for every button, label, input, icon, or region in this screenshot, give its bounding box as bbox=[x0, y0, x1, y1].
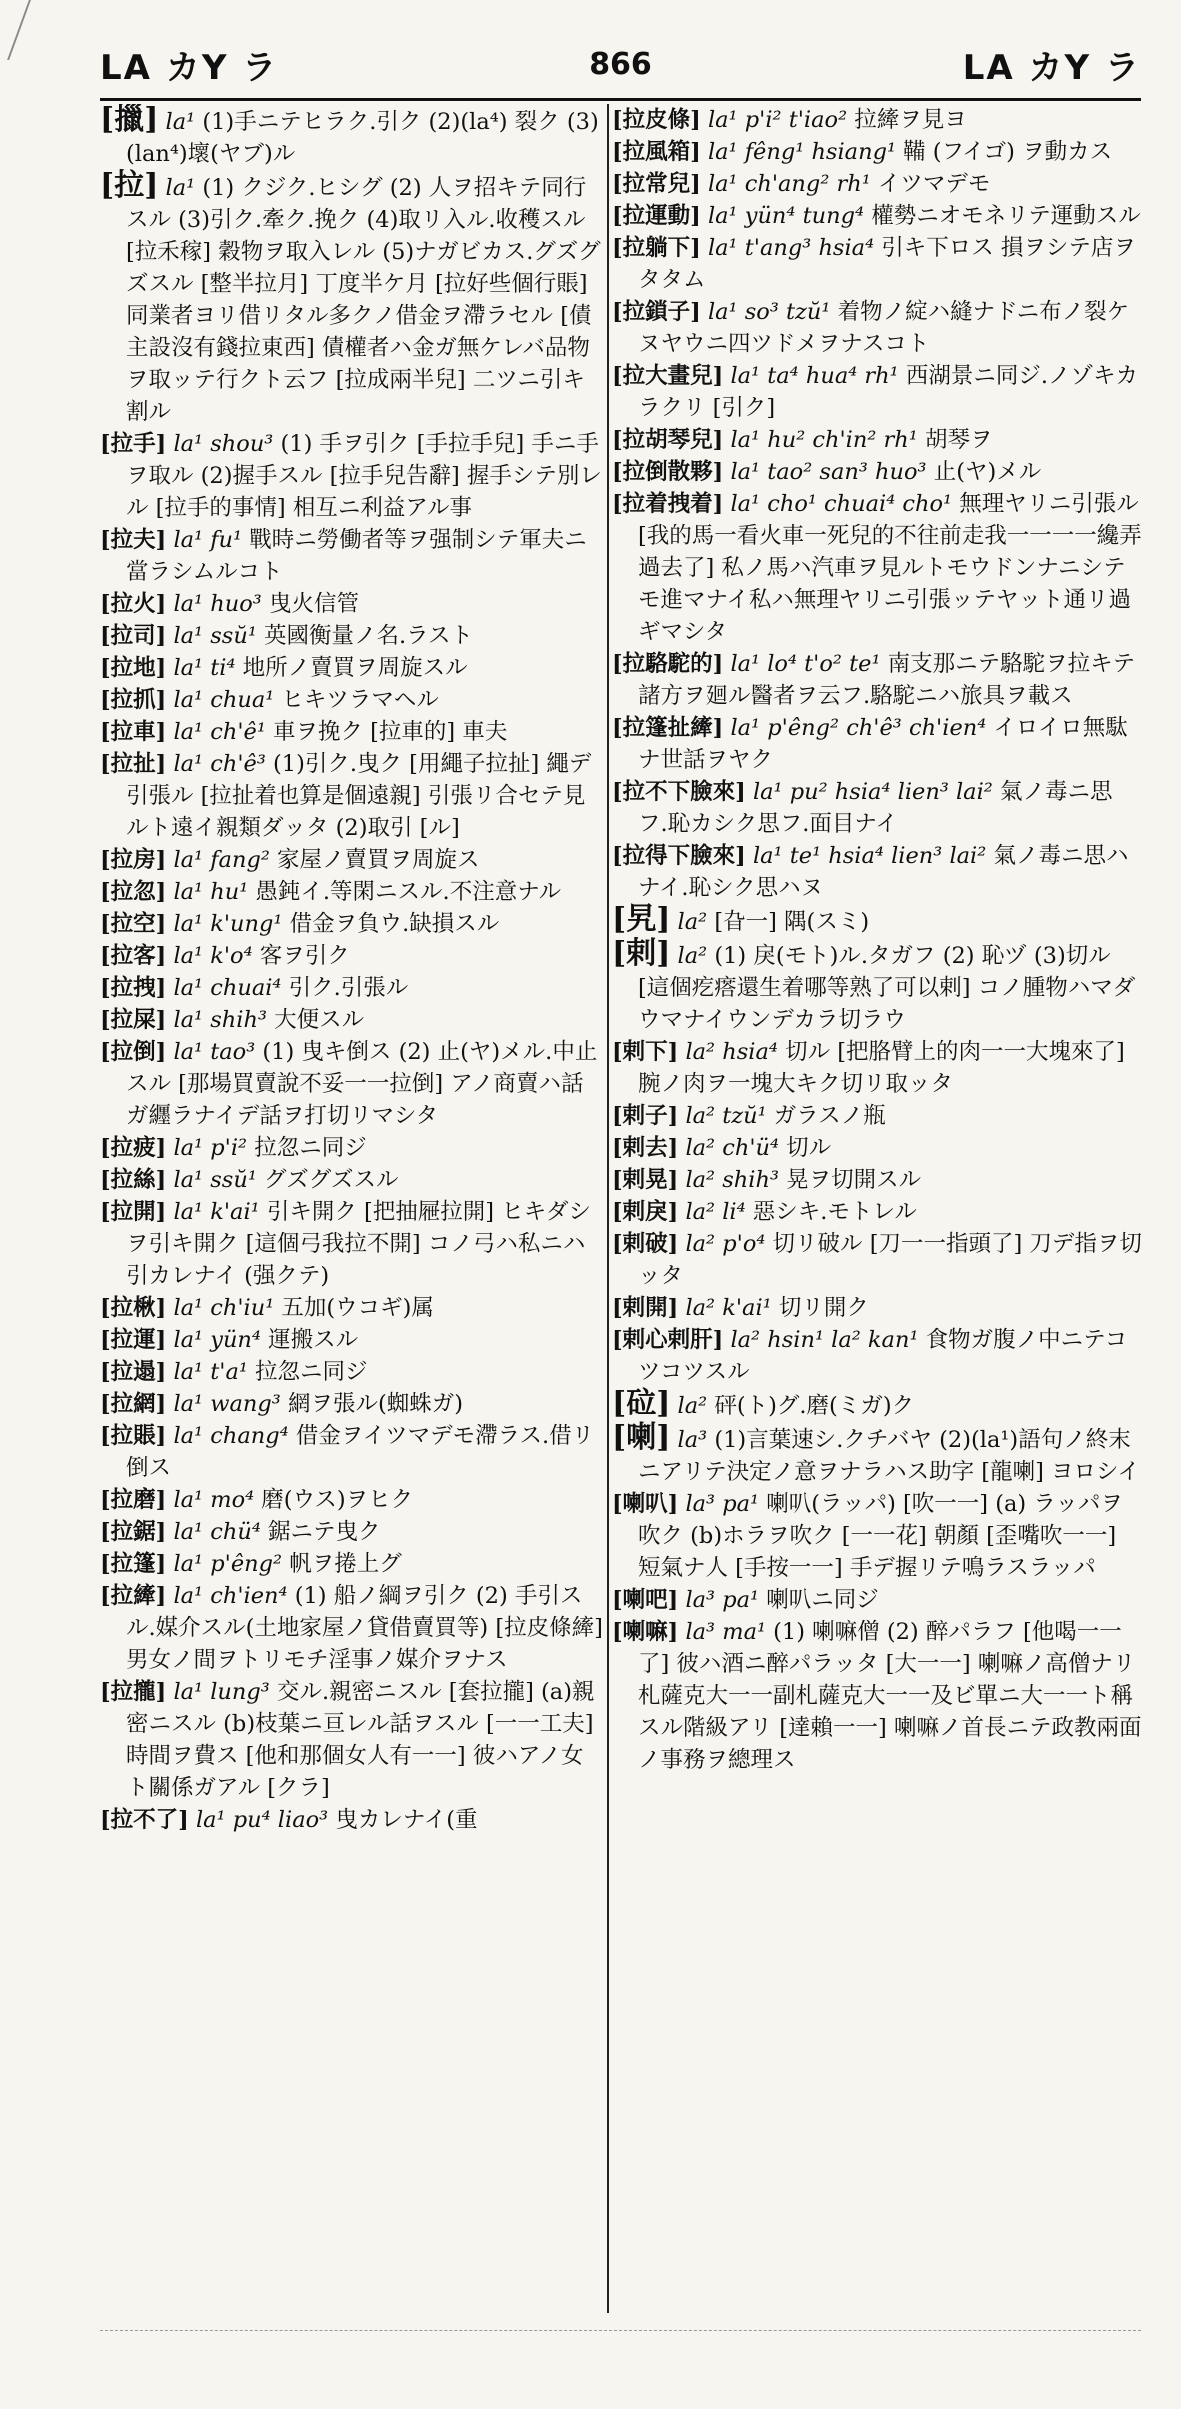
entry-definition: (1) 手ヲ引ク [手拉手兒] 手ニ手ヲ取ル (2)握手スル [拉手兒告辭] 握手シテ別レル [拉手的事情] 相互ニ利益アル事 bbox=[126, 431, 602, 521]
dictionary-entry bbox=[100, 1420, 605, 1484]
entry-headword: [拉開] bbox=[100, 1199, 167, 1225]
entry-headword: [拉倒] bbox=[100, 1039, 167, 1065]
entry-romanization: la³ pa¹ bbox=[678, 1491, 767, 1517]
dictionary-entry bbox=[100, 1356, 605, 1388]
entry-definition: 磨(ウス)ヲヒク bbox=[261, 1487, 414, 1513]
entry-definition: 鞴 (フイゴ) ヲ動カス bbox=[903, 139, 1113, 165]
dictionary-entry bbox=[612, 1132, 1142, 1164]
dictionary-entry bbox=[612, 1584, 1142, 1616]
entry-romanization: la¹ shih³ bbox=[166, 1007, 275, 1033]
entry-headword: [喇吧] bbox=[612, 1587, 679, 1613]
entry-headword: [拉忽] bbox=[100, 879, 167, 905]
entry-headword: [拉不了] bbox=[100, 1807, 189, 1833]
dictionary-entry bbox=[612, 1228, 1142, 1292]
dictionary-entry bbox=[100, 1132, 605, 1164]
entry-headword: [拉車] bbox=[100, 719, 167, 745]
entry-romanization: la² k'ai¹ bbox=[678, 1295, 779, 1321]
entry-romanization: la¹ so³ tzŭ¹ bbox=[700, 299, 838, 325]
entry-headword: [拉夫] bbox=[100, 527, 167, 553]
entry-definition: 曳火信管 bbox=[268, 591, 359, 617]
entry-romanization: la¹ p'êng² ch'ê³ ch'ien⁴ bbox=[723, 715, 994, 741]
header-right-index: LA カY ラ bbox=[962, 47, 1141, 88]
dictionary-entry bbox=[100, 876, 605, 908]
dictionary-entry bbox=[612, 648, 1142, 712]
entry-definition: (1) 船ノ綱ヲ引ク (2) 手引スル.媒介スル(土地家屋ノ貸借賣買等) [拉皮條縴] 男女ノ間ヲトリモチ淫事ノ媒介ヲナス bbox=[126, 1583, 603, 1673]
entry-romanization: la¹ ch'ang² rh¹ bbox=[700, 171, 878, 197]
dictionary-entry bbox=[100, 104, 605, 170]
entry-definition: 愚鈍イ.等閑ニスル.不注意ナル bbox=[255, 879, 562, 905]
entry-headword: [剌開] bbox=[612, 1295, 679, 1321]
entry-romanization: la¹ ch'ê¹ bbox=[166, 719, 273, 745]
entry-romanization: la² shih³ bbox=[678, 1167, 787, 1193]
page-corner-fold bbox=[0, 0, 31, 60]
dictionary-entry bbox=[100, 1196, 605, 1292]
dictionary-entry bbox=[100, 1676, 605, 1804]
entry-definition: (1)手ニテヒラク.引ク (2)(la⁴) 裂ク (3)(lan⁴)壞(ヤブ)ル bbox=[126, 109, 599, 167]
dictionary-entry bbox=[100, 1516, 605, 1548]
entry-romanization: la¹ pu² hsia⁴ lien³ lai² bbox=[745, 779, 1000, 805]
entry-definition: 氣ノ毒ニ思フ.恥カシク思フ.面目ナイ bbox=[638, 779, 1113, 837]
entry-definition: 拉忽ニ同ジ bbox=[255, 1359, 368, 1385]
dictionary-entry bbox=[612, 1324, 1142, 1388]
entry-definition: (1)言葉速シ.クチバヤ (2)(la¹)語句ノ終末ニアリテ決定ノ意ヲナラハス助字 [龍喇] ヨロシイ bbox=[638, 1427, 1140, 1485]
entry-definition: ガラスノ瓶 bbox=[773, 1103, 886, 1129]
entry-definition: 止(ヤ)メル bbox=[933, 459, 1042, 485]
entry-headword: [拉磨] bbox=[100, 1487, 167, 1513]
dictionary-entry bbox=[100, 972, 605, 1004]
entry-romanization: la¹ pu⁴ liao³ bbox=[188, 1807, 336, 1833]
entry-headword: [拉胡琴兒] bbox=[612, 427, 724, 453]
dictionary-entry bbox=[612, 296, 1142, 360]
dictionary-entry bbox=[612, 424, 1142, 456]
entry-definition: 曳カレナイ(重 bbox=[335, 1807, 478, 1833]
entry-romanization: la¹ fêng¹ hsiang¹ bbox=[700, 139, 904, 165]
entry-headword: [拉得下臉來] bbox=[612, 843, 746, 869]
header-rule bbox=[100, 98, 1141, 101]
dictionary-entry bbox=[100, 620, 605, 652]
entry-headword: [拉拽] bbox=[100, 975, 167, 1001]
entry-headword: [拉楸] bbox=[100, 1295, 167, 1321]
entry-headword: [拉運動] bbox=[612, 203, 701, 229]
entry-romanization: la³ pa¹ bbox=[678, 1587, 767, 1613]
entry-headword: [拉倒散夥] bbox=[612, 459, 724, 485]
entry-romanization: la¹ p'i² bbox=[166, 1135, 255, 1161]
entry-headword: [拉遢] bbox=[100, 1359, 167, 1385]
entry-definition: 砰(ト)グ.磨(ミガ)ク bbox=[714, 1393, 915, 1419]
entry-headword: [拉大畫兒] bbox=[612, 363, 724, 389]
entry-definition: 借金ヲイツマデモ滯ラス.借リ倒ス bbox=[126, 1423, 595, 1481]
dictionary-entry bbox=[612, 168, 1142, 200]
dictionary-entry bbox=[612, 1292, 1142, 1324]
entry-definition: (1) 戾(モト)ル.タガフ (2) 恥ヅ (3)切ル [這個疙瘩還生着哪等熟了可以剌] コノ腫物ハマダウマナイウンデカラ切ラウ bbox=[638, 943, 1136, 1033]
dictionary-entry bbox=[100, 684, 605, 716]
entry-definition: 胡琴ヲ bbox=[924, 427, 993, 453]
entry-headword: [砬] bbox=[612, 1386, 671, 1421]
dictionary-entry bbox=[100, 170, 605, 428]
entry-definition: [旮一] 隅(スミ) bbox=[714, 909, 870, 935]
entry-definition: 切リ破ル [刀一一指頭了] 刀デ指ヲ切ッタ bbox=[638, 1231, 1142, 1289]
entry-definition: 地所ノ賣買ヲ周旋スル bbox=[242, 655, 468, 681]
entry-headword: [旯] bbox=[612, 902, 671, 937]
entry-romanization: la¹ ssŭ¹ bbox=[166, 1167, 264, 1193]
entry-definition: 喇叭(ラッパ) [吹一一] (a) ラッパヲ吹ク (b)ホラヲ吹ク [一一花] 朝顏 [歪嘴吹一一] 短氣ナ人 [手按一一] 手デ握リテ鳴ラスラッパ bbox=[638, 1491, 1123, 1581]
entry-definition: (1) クジク.ヒシグ (2) 人ヲ招キテ同行スル (3)引ク.牽ク.挽ク (4)取リ入ル.收穫スル [拉禾稼] 穀物ヲ取入レル (5)ナガビカス.グズグズスル [整半拉月] 丁度半ケ月 [拉好些個行賬] 同業者ヨリ借リタル多クノ借金ヲ滯ラセル [債主設沒有錢拉東西] 債權者ハ金ガ無ケレバ品物ヲ取ッテ行クト云フ [拉成兩半兒] 二ツニ引キ割ル bbox=[126, 175, 601, 425]
dictionary-entry bbox=[100, 1580, 605, 1676]
entry-headword: [拉司] bbox=[100, 623, 167, 649]
entry-romanization: la¹ ch'ien⁴ bbox=[166, 1583, 295, 1609]
entry-romanization: la² li⁴ bbox=[678, 1199, 753, 1225]
entry-headword: [拉房] bbox=[100, 847, 167, 873]
entry-headword: [剌子] bbox=[612, 1103, 679, 1129]
dictionary-entry bbox=[612, 712, 1142, 776]
entry-headword: [拉篷扯縴] bbox=[612, 715, 724, 741]
dictionary-entry bbox=[612, 104, 1142, 136]
dictionary-entry bbox=[100, 1324, 605, 1356]
entry-headword: [剌戾] bbox=[612, 1199, 679, 1225]
dictionary-entry bbox=[100, 1164, 605, 1196]
entry-headword: [拉躺下] bbox=[612, 235, 701, 261]
entry-headword: [拉風箱] bbox=[612, 139, 701, 165]
entry-romanization: la¹ cho¹ chuai⁴ cho¹ bbox=[723, 491, 960, 517]
entry-headword: [拉] bbox=[100, 168, 159, 203]
header-left-index: LA カY ラ bbox=[100, 47, 279, 88]
entry-romanization: la¹ bbox=[158, 109, 203, 135]
dictionary-entry bbox=[100, 1004, 605, 1036]
entry-romanization: la² hsin¹ la² kan¹ bbox=[723, 1327, 926, 1353]
dictionary-entry bbox=[612, 488, 1142, 648]
dictionary-entry bbox=[612, 1100, 1142, 1132]
entry-headword: [拉運] bbox=[100, 1327, 167, 1353]
entry-headword: [拉駱駝的] bbox=[612, 651, 724, 677]
entry-romanization: la¹ lung³ bbox=[166, 1679, 277, 1705]
page-number: 866 bbox=[589, 46, 652, 82]
entry-definition: 喇叭ニ同ジ bbox=[766, 1587, 879, 1613]
entry-romanization: la¹ fu¹ bbox=[166, 527, 250, 553]
entry-romanization: la¹ chü⁴ bbox=[166, 1519, 268, 1545]
dictionary-entry bbox=[100, 716, 605, 748]
entry-definition: 切リ開ク bbox=[778, 1295, 869, 1321]
entry-romanization: la¹ huo³ bbox=[166, 591, 269, 617]
entry-headword: [拉客] bbox=[100, 943, 167, 969]
entry-romanization: la¹ ti⁴ bbox=[166, 655, 243, 681]
dictionary-entry bbox=[612, 1388, 1142, 1422]
entry-romanization: la¹ k'o⁴ bbox=[166, 943, 260, 969]
dictionary-entry bbox=[100, 1292, 605, 1324]
entry-headword: [拉地] bbox=[100, 655, 167, 681]
dictionary-entry bbox=[612, 1422, 1142, 1488]
column-divider bbox=[607, 104, 609, 2313]
entry-headword: [拉火] bbox=[100, 591, 167, 617]
entry-definition: 借金ヲ負ウ.缺損スル bbox=[289, 911, 500, 937]
entry-headword: [拉扯] bbox=[100, 751, 167, 777]
entry-romanization: la¹ wang³ bbox=[166, 1391, 288, 1417]
entry-definition: 惡シキ.モトレル bbox=[752, 1199, 917, 1225]
dictionary-entry bbox=[612, 1488, 1142, 1584]
dictionary-entry bbox=[100, 1548, 605, 1580]
entry-romanization: la² ch'ü⁴ bbox=[678, 1135, 787, 1161]
entry-headword: [拉常兒] bbox=[612, 171, 701, 197]
entry-romanization: la¹ yün⁴ bbox=[166, 1327, 269, 1353]
entry-definition: 切ル bbox=[786, 1135, 832, 1161]
entry-definition: 引ク.引張ル bbox=[288, 975, 409, 1001]
right-column bbox=[612, 104, 1142, 2313]
entry-definition: 車ヲ挽ク [拉車的] 車夫 bbox=[273, 719, 508, 745]
entry-romanization: la² hsia⁴ bbox=[678, 1039, 786, 1065]
entry-definition: ヒキツラマヘル bbox=[281, 687, 439, 713]
entry-romanization: la¹ hu² ch'in² rh¹ bbox=[723, 427, 925, 453]
entry-definition: 英國衡量ノ名.ラスト bbox=[264, 623, 473, 649]
entry-romanization: la² tzŭ¹ bbox=[678, 1103, 774, 1129]
entry-definition: 氣ノ毒ニ思ハナイ.恥シク思ハヌ bbox=[638, 843, 1129, 901]
dictionary-entry bbox=[612, 1616, 1142, 1776]
dictionary-entry bbox=[612, 1164, 1142, 1196]
entry-definition: 切ル [把胳臂上的肉一一大塊來了] 腕ノ肉ヲ一塊大キク切リ取ッタ bbox=[638, 1039, 1125, 1097]
entry-definition: 着物ノ綻ハ縫ナドニ布ノ裂ケヌヤウニ四ツドメヲナスコト bbox=[638, 299, 1130, 357]
entry-definition: 西湖景ニ同ジ.ノゾキカラクリ [引ク] bbox=[638, 363, 1139, 421]
entry-headword: [拉網] bbox=[100, 1391, 167, 1417]
entry-headword: [拉攏] bbox=[100, 1679, 167, 1705]
entry-definition: (1) 喇嘛僧 (2) 醉パラフ [他喝一一了] 彼ハ酒ニ醉パラッタ [大一一] 喇嘛ノ高僧ナリ札薩克大一一副札薩克大一一及ビ單ニ大一一ト稱スル階級アリ [達賴一一] 喇嘛ノ首長ニテ政教兩面ノ事務ヲ總理ス bbox=[638, 1619, 1142, 1773]
dictionary-entry bbox=[612, 200, 1142, 232]
dictionary-entry bbox=[612, 136, 1142, 168]
entry-definition: 交ル.親密ニスル [套拉攏] (a)親密ニスル (b)枝葉ニ亘レル話ヲスル [一一工夫] 時間ヲ費ス [他和那個女人有一一] 彼ハアノ女ト關係ガアル [クラ] bbox=[126, 1679, 595, 1801]
entry-definition: 客ヲ引ク bbox=[259, 943, 350, 969]
entry-romanization: la¹ chuai⁴ bbox=[166, 975, 289, 1001]
entry-definition: イツマデモ bbox=[877, 171, 991, 197]
entry-headword: [拉着拽着] bbox=[612, 491, 724, 517]
entry-romanization: la¹ ssŭ¹ bbox=[166, 623, 264, 649]
entry-definition: 無理ヤリニ引張ル [我的馬一看火車一死兒的不往前走我一一一一纔弄過去了] 私ノ馬ハ汽車ヲ見ルトモウドンナニシテモ進マナイ私ハ無理ヤリニ引張ッテヤット通リ過ギマシタ bbox=[638, 491, 1142, 645]
dictionary-entry bbox=[612, 1196, 1142, 1228]
entry-headword: [剌] bbox=[612, 936, 671, 971]
entry-headword: [剌晃] bbox=[612, 1167, 679, 1193]
dictionary-entry bbox=[100, 428, 605, 524]
entry-romanization: la¹ hu¹ bbox=[166, 879, 256, 905]
entry-definition: 拉忽ニ同ジ bbox=[254, 1135, 367, 1161]
entry-definition: グズグズスル bbox=[264, 1167, 399, 1193]
entry-definition: 拉縴ヲ見ヨ bbox=[854, 107, 967, 133]
entry-headword: [拉屎] bbox=[100, 1007, 167, 1033]
entry-definition: 南支那ニテ駱駝ヲ拉キテ諸方ヲ廻ル醫者ヲ云フ.駱駝ニハ旅具ヲ載ス bbox=[638, 651, 1136, 709]
entry-headword: [拉疲] bbox=[100, 1135, 167, 1161]
dictionary-entry bbox=[100, 1388, 605, 1420]
entry-romanization: la² bbox=[670, 943, 715, 969]
entry-romanization: la¹ yün⁴ tung⁴ bbox=[700, 203, 872, 229]
entry-headword: [喇嘛] bbox=[612, 1619, 679, 1645]
dictionary-entry bbox=[100, 748, 605, 844]
dictionary-entry bbox=[100, 844, 605, 876]
dictionary-entry bbox=[100, 908, 605, 940]
entry-romanization: la¹ chang⁴ bbox=[166, 1423, 296, 1449]
entry-headword: [拉縴] bbox=[100, 1583, 167, 1609]
entry-romanization: la¹ ta⁴ hua⁴ rh¹ bbox=[723, 363, 906, 389]
entry-headword: [拉不下臉來] bbox=[612, 779, 746, 805]
dictionary-entry bbox=[612, 776, 1142, 840]
entry-romanization: la² bbox=[670, 909, 715, 935]
entry-headword: [喇] bbox=[612, 1420, 671, 1455]
entry-definition: (1) 曳キ倒ス (2) 止(ヤ)メル.中止スル [那場買賣說不妥一一拉倒] アノ商賣ハ話ガ纒ラナイデ話ヲ打切リマシタ bbox=[126, 1039, 598, 1129]
entry-headword: [拉手] bbox=[100, 431, 167, 457]
entry-definition: 鋸ニテ曳ク bbox=[268, 1519, 381, 1545]
entry-definition: 權勢ニオモネリテ運動スル bbox=[871, 203, 1141, 229]
entry-definition: 大便スル bbox=[274, 1007, 365, 1033]
entry-headword: [拉鋸] bbox=[100, 1519, 167, 1545]
entry-romanization: la¹ t'ang³ hsia⁴ bbox=[700, 235, 882, 261]
entry-romanization: la¹ k'ung¹ bbox=[166, 911, 290, 937]
entry-romanization: la² bbox=[670, 1393, 715, 1419]
dictionary-entry bbox=[612, 938, 1142, 1036]
entry-romanization: la¹ te¹ hsia⁴ lien³ lai² bbox=[745, 843, 994, 869]
entry-romanization: la¹ ch'ê³ bbox=[166, 751, 273, 777]
dictionary-entry bbox=[100, 524, 605, 588]
dictionary-entry bbox=[100, 588, 605, 620]
entry-headword: [拉抓] bbox=[100, 687, 167, 713]
entry-headword: [拉鎖子] bbox=[612, 299, 701, 325]
entry-romanization: la¹ p'i² t'iao² bbox=[700, 107, 855, 133]
footer-rule bbox=[100, 2330, 1141, 2331]
entry-headword: [拉篷] bbox=[100, 1551, 167, 1577]
dictionary-entry bbox=[612, 904, 1142, 938]
entry-headword: [喇叭] bbox=[612, 1491, 679, 1517]
entry-romanization: la¹ tao² san³ huo³ bbox=[723, 459, 934, 485]
entry-definition: 家屋ノ賣買ヲ周旋ス bbox=[277, 847, 480, 873]
entry-romanization: la¹ k'ai¹ bbox=[166, 1199, 267, 1225]
dictionary-entry bbox=[612, 456, 1142, 488]
entry-romanization: la³ bbox=[670, 1427, 715, 1453]
entry-romanization: la¹ lo⁴ t'o² te¹ bbox=[723, 651, 888, 677]
entry-romanization: la¹ p'êng² bbox=[166, 1551, 290, 1577]
dictionary-entry bbox=[100, 652, 605, 684]
entry-romanization: la¹ t'a¹ bbox=[166, 1359, 256, 1385]
dictionary-entry bbox=[100, 1804, 605, 1836]
left-column bbox=[100, 104, 605, 2313]
entry-headword: [剌下] bbox=[612, 1039, 679, 1065]
entry-definition: (1)引ク.曳ク [用繩子拉扯] 繩デ引張ル [拉扯着也算是個遠親] 引張リ合セテ見ルト遠イ親類ダッタ (2)取引 [ル] bbox=[126, 751, 592, 841]
entry-headword: [剌破] bbox=[612, 1231, 679, 1257]
entry-romanization: la¹ fang² bbox=[166, 847, 278, 873]
dictionary-entry bbox=[100, 1036, 605, 1132]
entry-romanization: la¹ mo⁴ bbox=[166, 1487, 262, 1513]
entry-romanization: la³ ma¹ bbox=[678, 1619, 774, 1645]
dictionary-entry bbox=[100, 1484, 605, 1516]
entry-definition: 晃ヲ切開スル bbox=[786, 1167, 922, 1193]
entry-headword: [拉空] bbox=[100, 911, 167, 937]
entry-headword: [拉絲] bbox=[100, 1167, 167, 1193]
dictionary-entry bbox=[612, 840, 1142, 904]
dictionary-entry bbox=[100, 940, 605, 972]
entry-romanization: la¹ bbox=[158, 175, 203, 201]
dictionary-entry bbox=[612, 1036, 1142, 1100]
entry-romanization: la¹ tao³ bbox=[166, 1039, 263, 1065]
entry-romanization: la¹ chua¹ bbox=[166, 687, 282, 713]
entry-definition: 引キ開ク [把抽屜拉開] ヒキダシヲ引キ開ク [這個弓我拉不開] コノ弓ハ私ニハ引カレナイ (强クテ) bbox=[126, 1199, 591, 1289]
entry-definition: 戰時ニ勞働者等ヲ强制シテ軍夫ニ當ラシムルコト bbox=[126, 527, 587, 585]
entry-headword: [拉賬] bbox=[100, 1423, 167, 1449]
entry-definition: 五加(ウコギ)属 bbox=[281, 1295, 434, 1321]
entry-headword: [剌去] bbox=[612, 1135, 679, 1161]
entry-definition: 帆ヲ捲上グ bbox=[289, 1551, 402, 1577]
dictionary-entry bbox=[612, 360, 1142, 424]
entry-definition: 運搬スル bbox=[268, 1327, 359, 1353]
entry-definition: イロイロ無駄ナ世話ヲヤク bbox=[638, 715, 1128, 773]
entry-headword: [拉皮條] bbox=[612, 107, 701, 133]
page-header bbox=[100, 34, 1141, 94]
entry-definition: 引キ下ロス 損ヲシテ店ヲタタム bbox=[638, 235, 1136, 293]
dictionary-entry bbox=[612, 232, 1142, 296]
entry-romanization: la¹ shou³ bbox=[166, 431, 281, 457]
entry-definition: 網ヲ張ル(蜘蛛ガ) bbox=[287, 1391, 464, 1417]
entry-headword: [剌心剌肝] bbox=[612, 1327, 724, 1353]
entry-definition: 食物ガ腹ノ中ニテコツコツスル bbox=[638, 1327, 1128, 1385]
entry-headword: [擸] bbox=[100, 104, 159, 137]
entry-romanization: la² p'o⁴ bbox=[678, 1231, 773, 1257]
entry-romanization: la¹ ch'iu¹ bbox=[166, 1295, 282, 1321]
